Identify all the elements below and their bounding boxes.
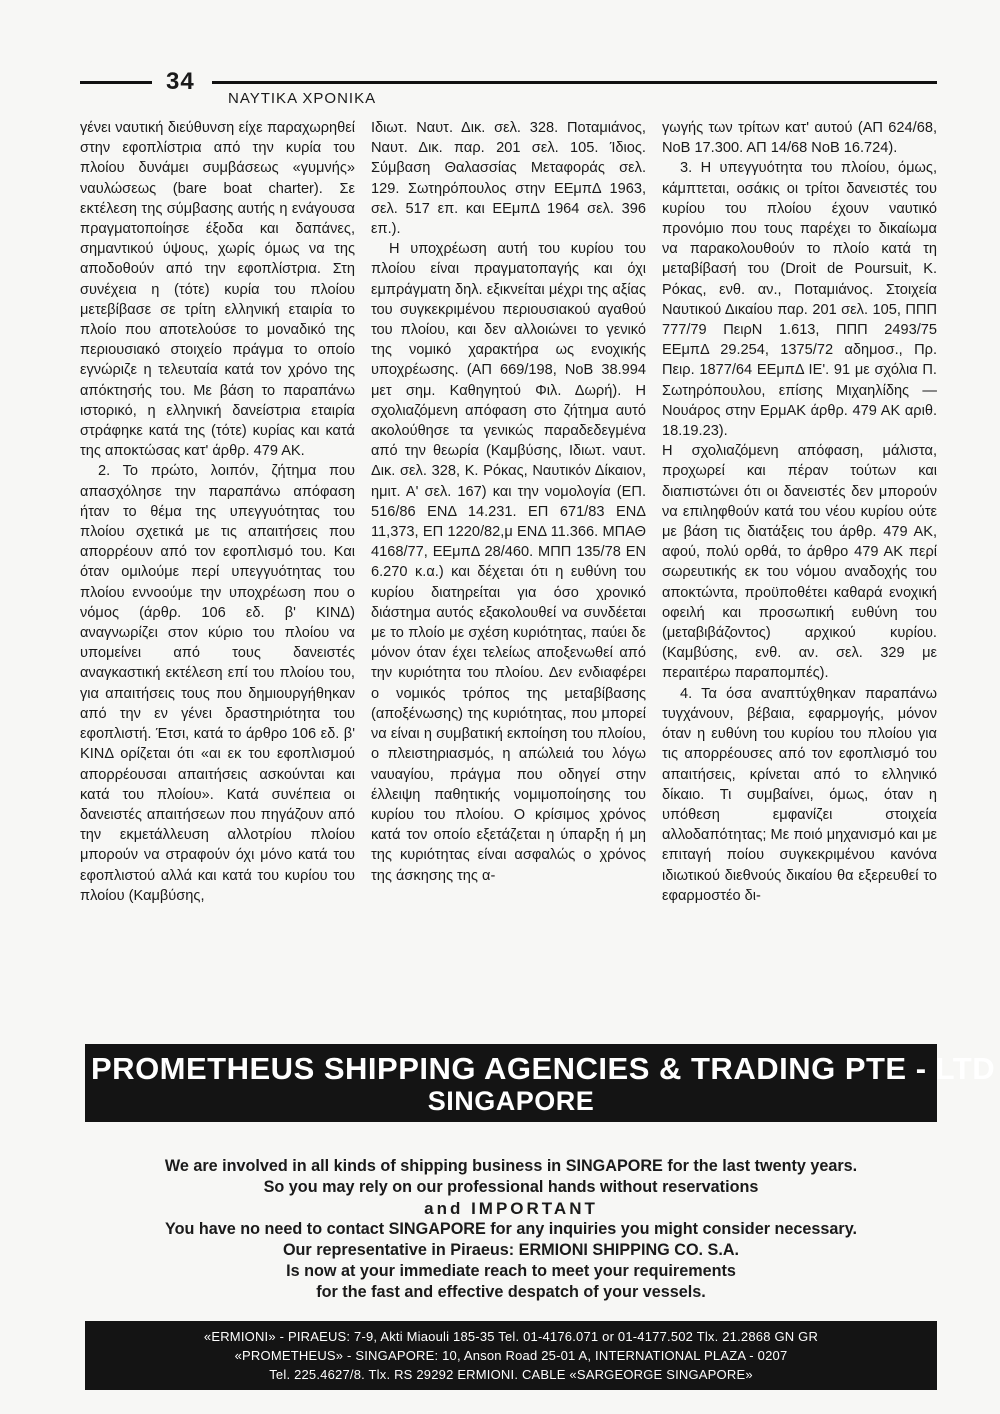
article-paragraph: Ιδιωτ. Ναυτ. Δικ. σελ. 328. Ποταμιάνος, Ναυτ. Δικ. παρ. 201 σελ. 105. Ίδιος. Σύμβαση Θαλασσίας Μεταφοράς σελ. 129. Σωτηρόπουλος στην ΕΕμπΔ 1963, σελ. 517 επ. και ΕΕμπΔ 1964 σελ. 396 επ.).: [371, 120, 646, 238]
ad-body-line: So you may rely on our professional hands without reservations: [263, 1178, 759, 1196]
ad-body-line: You have no need to contact SINGAPORE for any inquiries you might consider necessary.: [164, 1220, 857, 1238]
ad-company-name: PROMETHEUS SHIPPING AGENCIES & TRADING PTE - LTD: [91, 1051, 996, 1086]
header-rule-left: [80, 81, 152, 84]
article-paragraph: γωγής των τρίτων κατ' αυτού (ΑΠ 624/68, ΝοΒ 17.300. ΑΠ 14/68 ΝοΒ 16.724).: [662, 120, 937, 157]
article-paragraph: 3. Η υπεγγυότητα του πλοίου, όμως, κάμπτεται, οσάκις οι τρίτοι δανειστές του κυρίου του πλοίου έχουν ναυτικό προνόμιο που τους παρέχει το δικαίωμα να παρακολουθούν το πλοίο κατά τη μεταβίβασή του (Droit de Poursuit, Κ. Ρόκας, ενθ. αν., Ποταμιάνος. Στοιχεία Ναυτικού Δικαίου παρ. 201 σελ. 105, ΠΠΠ 777/79 ΠειρΝ 1.613, ΠΠΠ 2493/75 ΕΕμπΔ 29.254, 1375/72 αδημοσ., Πρ. Πειρ. 1877/64 ΕΕμπΔ ΙΕ'. 91 με σχόλια Π. Σωτηρόπουλου, επίσης Μιχαηλίδης — Νουάρος στην ΕρμΑΚ άρθρ. 479 ΑΚ αριθ. 18.19.23).: [662, 160, 937, 440]
ad-body-line: Is now at your immediate reach to meet your requirements: [286, 1262, 736, 1280]
ad-city: SINGAPORE: [427, 1086, 595, 1116]
ad-body-line-important: and IMPORTANT: [424, 1199, 598, 1218]
page-header: [0, 0, 1000, 110]
ad-body-line: Our representative in Piraeus: ERMIONI SHIPPING CO. S.A.: [282, 1241, 740, 1259]
ad-body: [85, 1156, 937, 1303]
article-paragraph: 2. Το πρώτο, λοιπόν, ζήτημα που απασχόλησε την παραπάνω απόφαση ήταν το θέμα της υπεγγυότητας του πλοίου σχετικά με τις απαιτήσεις που απορρέουν από τον εφοπλισμό του. Και όταν ομιλούμε περί υπεγγυότητας του πλοίου εννοούμε την υποχρέωση που ο νόμος (άρθρ. 106 εδ. β' ΚΙΝΔ) αναγνωρίζει στον κύριο του πλοίου να υπομείνει από τους δανειστές αναγκαστική εκτέλεση επί του πλοίου του, για απαιτήσεις τους που δημιουργήθηκαν από την εν γένει δραστηριότητα του εφοπλιστή. Έτσι, κατά το άρθρο 106 εδ. β' ΚΙΝΔ ορίζεται ότι «αι εκ του εφοπλισμού απορρέουσαι απαιτήσεις ασκούνται και κατά του πλοίου». Κατά συνέπεια οι δανειστές απαιτήσεων που πηγάζουν από την εκμετάλλευση αλλοτρίου πλοίου μπορούν να στραφούν όχι μόνο κατά του εφοπλιστού αλλά και κατά του κυρίου του πλοίου (Καμβύσης,: [80, 463, 355, 904]
article-paragraph: Η υποχρέωση αυτή του κυρίου του πλοίου είναι πραγματοπαγής και όχι εμπράγματη δηλ. εξικνείται μέχρι της αξίας του συγκεκριμένου περιουσιακού αγαθού του πλοίου, και δεν αλλοιώνει το γενικό της νομικό χαρακτήρα ως ενοχικής υποχρέωσης. (ΑΠ 669/198, ΝοΒ 38.994 μετ σημ. Καθηγητού Φιλ. Δωρή). Η σχολιαζόμενη απόφαση στο ζήτημα αυτό ακολούθησε τα γενικώς παραδεδεγμένα από την θεωρία (Καμβύσης, Ιδιωτ. ναυτ. Δικ. σελ. 328, Κ. Ρόκας, Ναυτικόν Δίκαιον, ημιτ. Α' σελ. 167) και την νομολογία (ΕΠ. 516/86 ΕΝΔ 14.231. ΕΠ 671/83 ΕΝΔ 11,373, ΕΠ 1220/82,μ ΕΝΔ 11.366. ΜΠΑΘ 4168/77, ΕΕμπΔ 28/460. ΜΠΠ 135/78 ΕΝ 6.270 κ.α.) και δέχεται ότι η ευθύνη του κυρίου διατηρείται για όσο χρονικό διάστημα αυτός εξακολουθεί να συνδέεται με το πλοίο με σχέση κυριότητας, παύει δε μόνον όταν έχει τελείως αποξενωθεί από την κυριότητα του πλοίου. Δεν ενδιαφέρει ο νομικός τρόπος της μεταβίβασης (αποξένωσης) της κυριότητας, που μπορεί να είναι η συμβατική εκποίηση του πλοίου, ο πλειστηριασμός, η απώλειά του λόγω ναυαγίου, πράγμα που οδηγεί στην έλλειψη παθητικής νομιμοποίησης του κυρίου του πλοίου. Ο κρίσιμος χρόνος κατά τον οποίο εξετάζεται η ύπαρξη ή μη της κυριότητας είναι ασφαλώς ο χρόνος της άσκησης της α-: [371, 241, 646, 884]
ad-contact-line: «PROMETHEUS» - SINGAPORE: 10, Anson Road 25-01 A, INTERNATIONAL PLAZA - 0207: [234, 1348, 788, 1363]
article-column-1: [80, 118, 355, 1038]
header-rule-right: [212, 81, 937, 84]
article-paragraph: 4. Τα όσα αναπτύχθηκαν παραπάνω τυγχάνουν, βέβαια, εφαρμογής, μόνον όταν η ευθύνη του κυρίου του πλοίου για τις απορρέουσες από τον εφοπλισμό του απαιτήσεις, κρίνεται από το ελληνικό δίκαιο. Τι συμβαίνει, όμως, όταν η υπόθεση εμφανίζει στοιχεία αλλοδαπότητας; Με ποιό μηχανισμό και με επιταγή ποίου συγκεκριμένου κανόνα ιδιωτικού διεθνούς δικαίου θα εξερευθεί το εφαρμοστέο δι-: [662, 685, 937, 904]
article-paragraph: Η σχολιαζόμενη απόφαση, μάλιστα, προχωρεί και πέραν τούτων και διαπιστώνει ότι οι δανειστές δεν μπορούν να επιληφθούν κατά του νέου κυρίου ούτε με βάση τις διατάξεις του άρθρ. 479 ΑΚ, αφού, πολύ ορθά, το άρθρο 479 ΑΚ περί σωρευτικής εκ του νόμου αναδοχής του αποκτώντα, προϋποθέτει καθαρά ενοχική οφειλή και προσωπική ευθύνη του (μεταβιβάζοντος) αρχικού κυρίου. (Καμβύσης, ενθ. αν. σελ. 329 με περαιτέρω παραπομπές).: [662, 443, 937, 682]
ad-body-line: for the fast and effective despatch of your vessels.: [316, 1283, 706, 1301]
ad-body-line: We are involved in all kinds of shipping business in SINGAPORE for the last twenty years.: [164, 1157, 858, 1175]
ad-contact-line: «ERMIONI» - PIRAEUS: 7-9, Akti Miaouli 185-35 Tel. 01-4176.071 or 01-4177.502 Tlx. 21.2868 GN GR: [203, 1329, 819, 1344]
article-column-3: [662, 118, 937, 1038]
ad-contact-line: Tel. 225.4627/8. Tlx. RS 29292 ERMIONI. CABLE «SARGEORGE SINGAPORE»: [269, 1367, 753, 1382]
page-number: 34: [166, 68, 195, 95]
magazine-title: ΝΑΥΤΙΚΑ ΧΡΟΝΙΚΑ: [228, 90, 377, 107]
article-column-2: [371, 118, 646, 1038]
ad-contacts: [85, 1321, 937, 1390]
advertisement: [85, 1044, 996, 1384]
article-columns: [80, 118, 940, 1038]
article-paragraph: γένει ναυτική διεύθυνση είχε παραχωρηθεί στην εφοπλίστρια από την κυρία του πλοίου δυνάμει συμβάσεως «γυμνής» ναυλώσεως (bare boat charter). Σε εκτέλεση της σύμβασης αυτής η ενάγουσα πραγματοποίησε έξοδα και δαπάνες, σημαντικού ύψους, χωρίς όμως να της αποδοθούν από την εφοπλίστρια. Στη συνέχεια η (τότε) κυρία του πλοίου μετεβίβασε σε τρίτη ελληνική εταιρία το πλοίο που αποτελούσε το μοναδικό της περιουσιακό στοιχείο πράγμα το οποίο εγνώριζε η τελευταία κατά τον χρόνο της απόκτησής του. Με βάση το παραπάνω ιστορικό, η ελληνική δανείστρια εταιρία στράφηκε κατά της (τότε) κυρίας και κατά της αποκτώσας κατ' άρθρ. 479 ΑΚ.: [80, 120, 355, 460]
ad-banner: [85, 1044, 996, 1122]
